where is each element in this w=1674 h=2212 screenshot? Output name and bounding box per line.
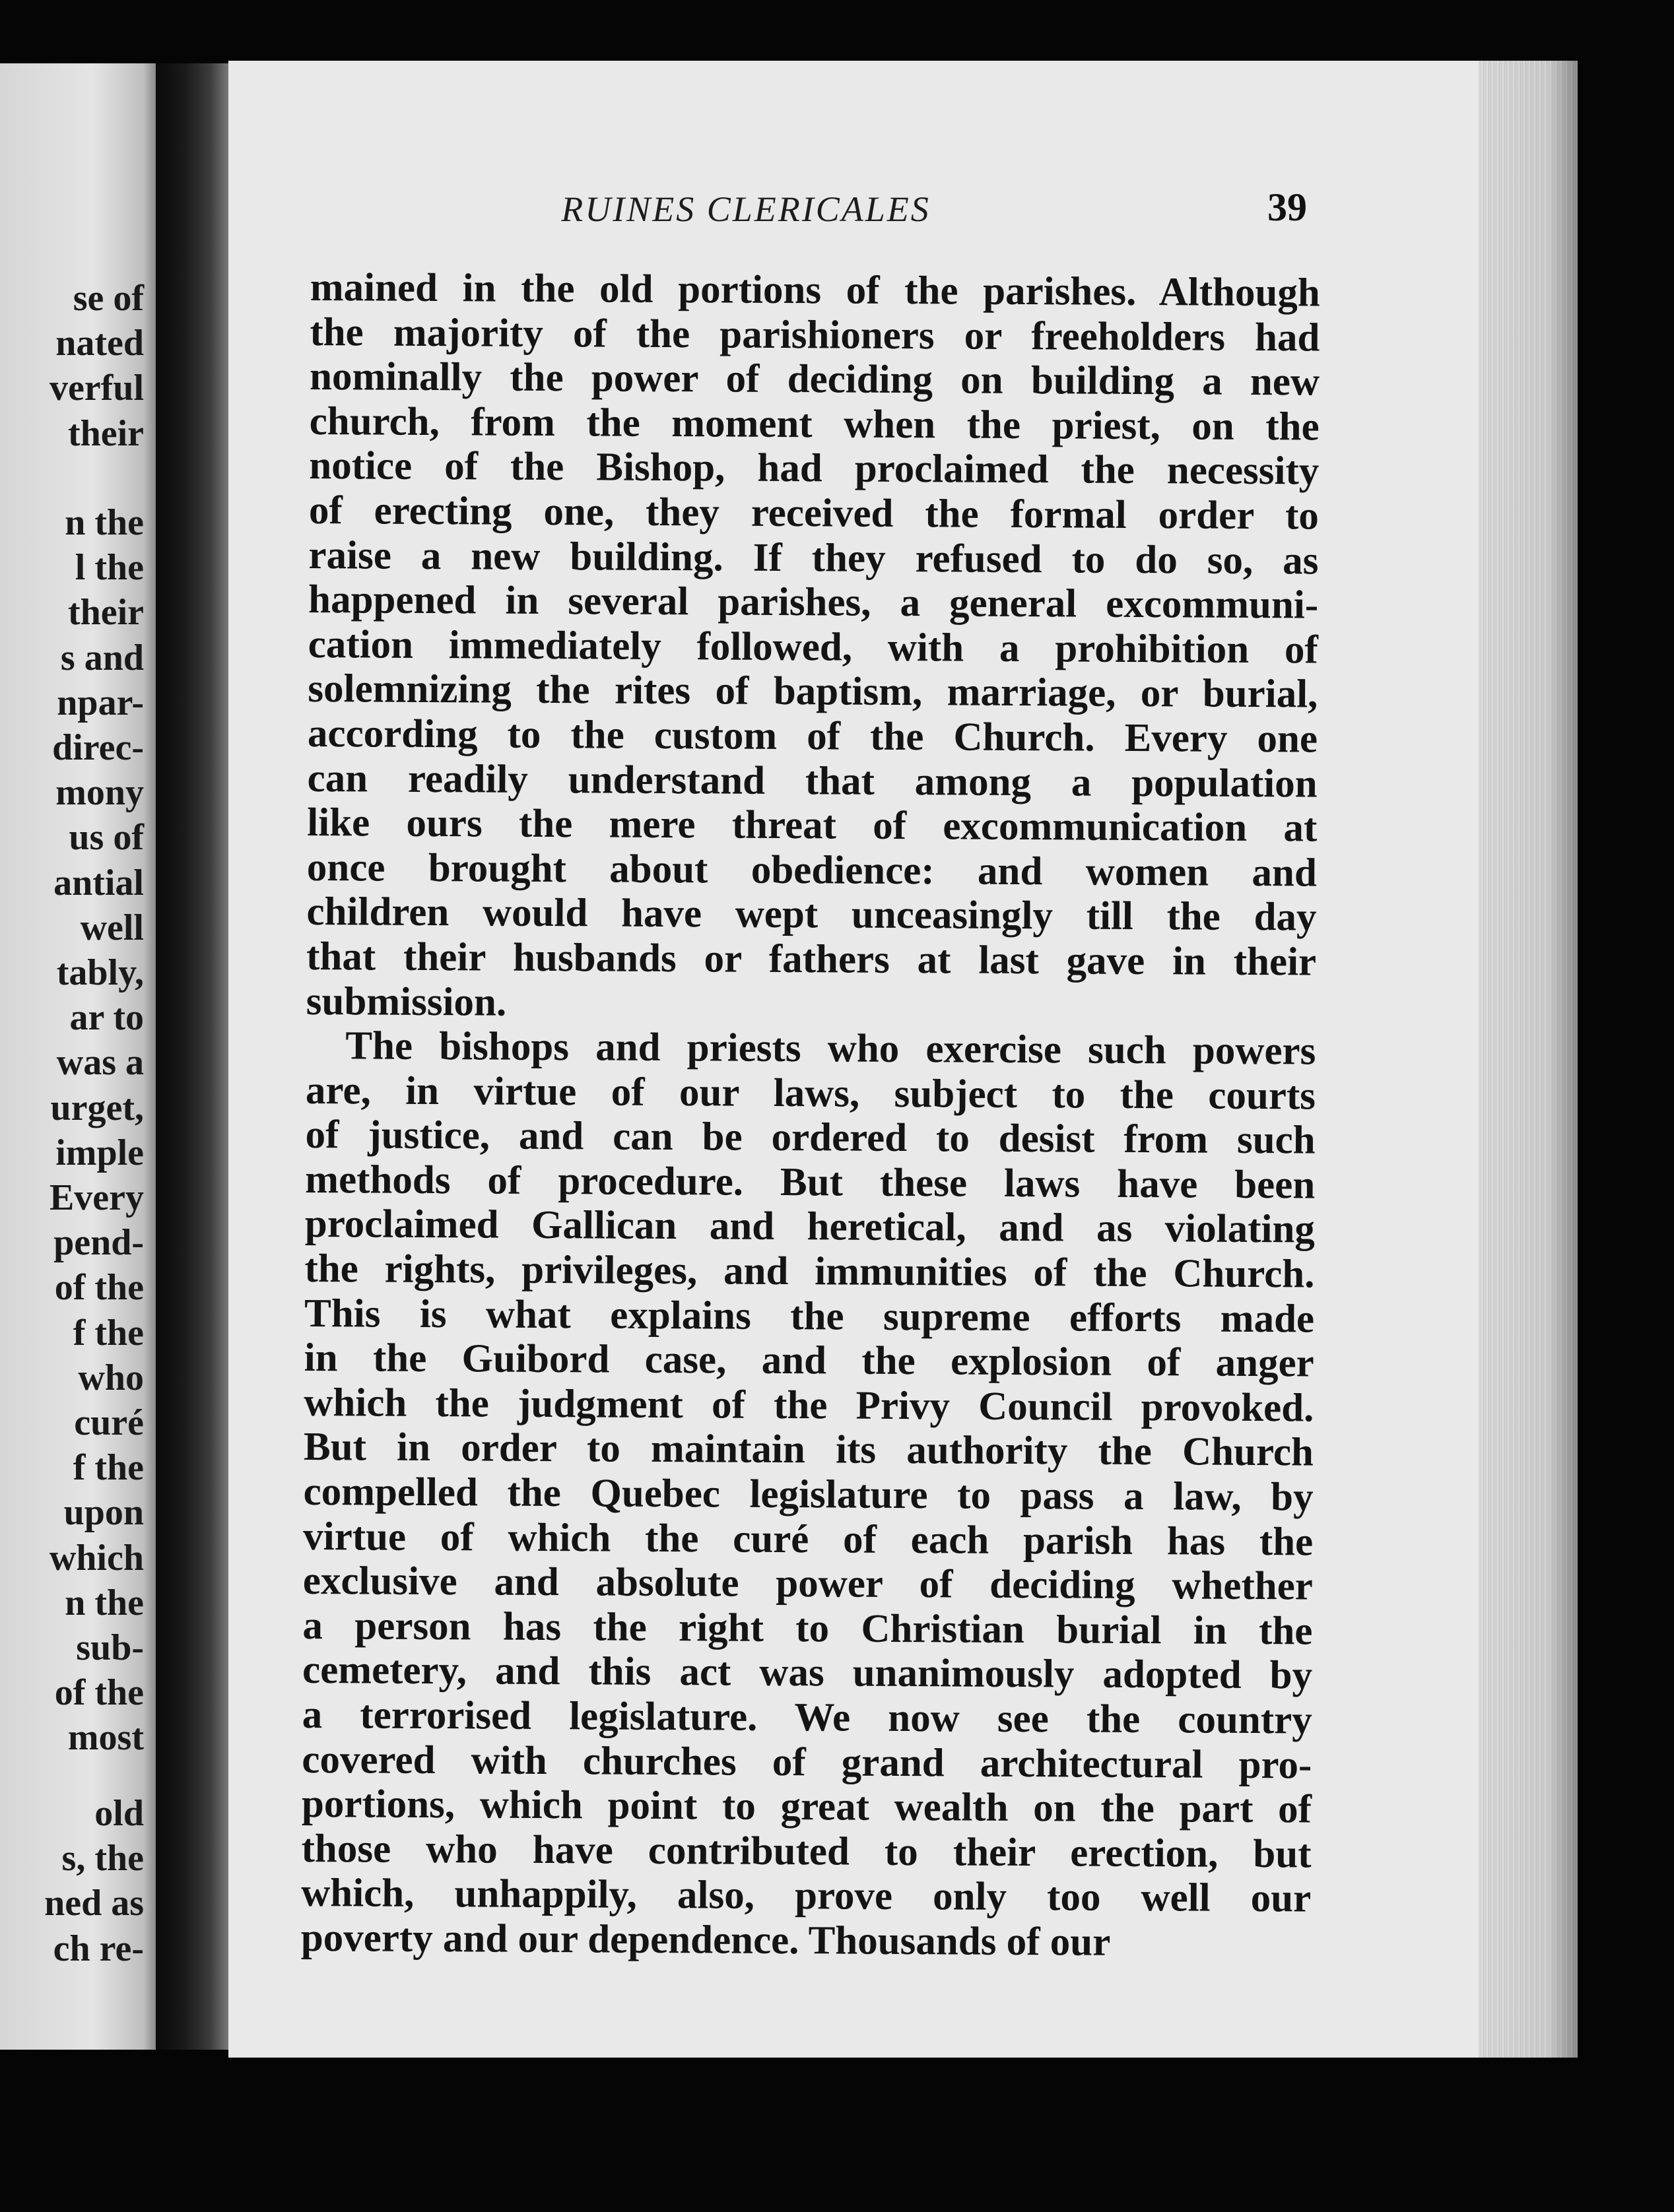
text-line: once brought about obedience: and women and (306, 845, 1318, 895)
facing-page-line: n the (65, 502, 144, 543)
text-line: compelled the Quebec legislature to pass a law, by (303, 1470, 1314, 1520)
text-line: cemetery, and this act was unanimously adopted by (302, 1648, 1313, 1698)
facing-page-line: curé (74, 1402, 144, 1444)
facing-page-line: old (94, 1793, 144, 1834)
facing-page-line: which (49, 1537, 144, 1578)
text-line: nominally the power of deciding on building a new (309, 354, 1320, 405)
facing-page-line: f the (73, 1312, 144, 1353)
text-line: like ours the mere threat of excommunication at (307, 800, 1318, 851)
facing-page (0, 63, 156, 2050)
page-number: 39 (1267, 185, 1307, 229)
text-line: which, unhappily, also, prove only too well our (301, 1871, 1312, 1921)
text-line: proclaimed Gallican and heretical, and as violating (304, 1202, 1316, 1252)
text-line: poverty and our dependence. Thousands of our (300, 1915, 1111, 1965)
facing-page-line: mony (55, 772, 144, 814)
text-line: a person has the right to Christian burial in the (302, 1603, 1313, 1654)
text-line: children would have wept unceasingly till the day (306, 890, 1317, 940)
facing-page-line: Every (49, 1177, 144, 1219)
facing-page-line: n the (65, 1582, 144, 1623)
running-head-title: RUINES CLERICALES (561, 189, 931, 229)
text-line: notice of the Bishop, had proclaimed the necessity (309, 443, 1320, 494)
facing-page-line: who (78, 1357, 144, 1398)
facing-page-line: npar- (57, 682, 144, 723)
text-line: in the Guibord case, and the explosion of anger (304, 1336, 1314, 1386)
facing-page-line: upon (63, 1492, 144, 1534)
facing-page-line: tably, (56, 952, 144, 994)
text-line: a terrorised legislature. We now see the country (302, 1692, 1312, 1743)
text-line: raise a new building. If they refused to do so, as (308, 533, 1319, 583)
text-line: This is what explains the supreme efforts made (304, 1291, 1315, 1342)
text-line: of erecting one, they received the formal order to (308, 488, 1320, 538)
text-line: are, in virtue of our laws, subject to the courts (305, 1068, 1316, 1119)
text-line: The bishops and priests who exercise such powers (345, 1024, 1316, 1074)
text-line: submission. (306, 979, 507, 1025)
facing-page-line: their (67, 412, 144, 454)
facing-page-block (0, 1791, 144, 1971)
facing-page-line: urget, (50, 1087, 144, 1128)
text-line: But in order to maintain its authority the Church (303, 1425, 1314, 1475)
facing-page-line: their (67, 592, 144, 634)
text-line: mained in the old portions of the parishes. Although (310, 265, 1320, 315)
text-line: of justice, and can be ordered to desist from such (305, 1113, 1316, 1163)
text-line: the majority of the parishioners or freeholders had (310, 309, 1320, 360)
facing-page-line: se of (73, 278, 144, 319)
facing-page-line: s, the (61, 1838, 144, 1879)
text-line: can readily understand that among a population (307, 756, 1318, 806)
text-line: portions, which point to great wealth on the part of (301, 1782, 1312, 1832)
facing-page-line: antial (53, 862, 144, 903)
facing-page-line: ned as (44, 1883, 144, 1924)
facing-page-line: direc- (52, 727, 144, 769)
facing-page-line: was a (56, 1042, 144, 1084)
text-line: solemnizing the rites of baptism, marriage, or burial, (308, 667, 1318, 717)
facing-page-line: of the (54, 1672, 144, 1714)
facing-page-line: well (80, 907, 144, 948)
text-line: the rights, privileges, and immunities of the Church. (304, 1247, 1315, 1297)
text-line: exclusive and absolute power of deciding whether (302, 1559, 1314, 1609)
text-line: according to the custom of the Church. Every one (307, 711, 1318, 762)
facing-page-line: most (67, 1717, 144, 1759)
facing-page-line: nated (55, 323, 144, 364)
facing-page-line: sub- (76, 1627, 144, 1669)
text-line: church, from the moment when the priest, on the (309, 399, 1320, 449)
text-line: methods of procedure. But these laws have been (305, 1157, 1316, 1208)
facing-page-line: imple (55, 1132, 144, 1173)
facing-page-line: us of (69, 817, 144, 859)
text-line: covered with churches of grand architectural pro- (302, 1737, 1312, 1788)
facing-page-block (0, 500, 144, 1761)
facing-page-block (0, 276, 144, 456)
text-line: cation immediately followed, with a prohibition of (308, 622, 1318, 672)
body-text (301, 265, 1320, 1966)
page-fore-edge (1479, 61, 1578, 2058)
text-line: happened in several parishes, a general excommuni- (308, 577, 1319, 628)
facing-page-line: s and (60, 637, 144, 678)
facing-page-line: ar to (69, 997, 144, 1039)
text-line: those who have contributed to their erection, but (301, 1826, 1312, 1877)
text-line: which the judgment of the Privy Council provoked. (304, 1380, 1314, 1431)
book-gutter (156, 63, 228, 2050)
facing-page-line: pend- (53, 1222, 144, 1264)
facing-page-line: l the (75, 547, 144, 589)
text-line: virtue of which the curé of each parish has the (303, 1514, 1314, 1565)
facing-page-line: ch re- (53, 1928, 144, 1969)
text-line: that their husbands or fathers at last gave in their (306, 934, 1317, 985)
facing-page-line: f the (73, 1447, 144, 1489)
facing-page-line: of the (54, 1267, 144, 1309)
facing-page-line: verful (49, 368, 144, 409)
